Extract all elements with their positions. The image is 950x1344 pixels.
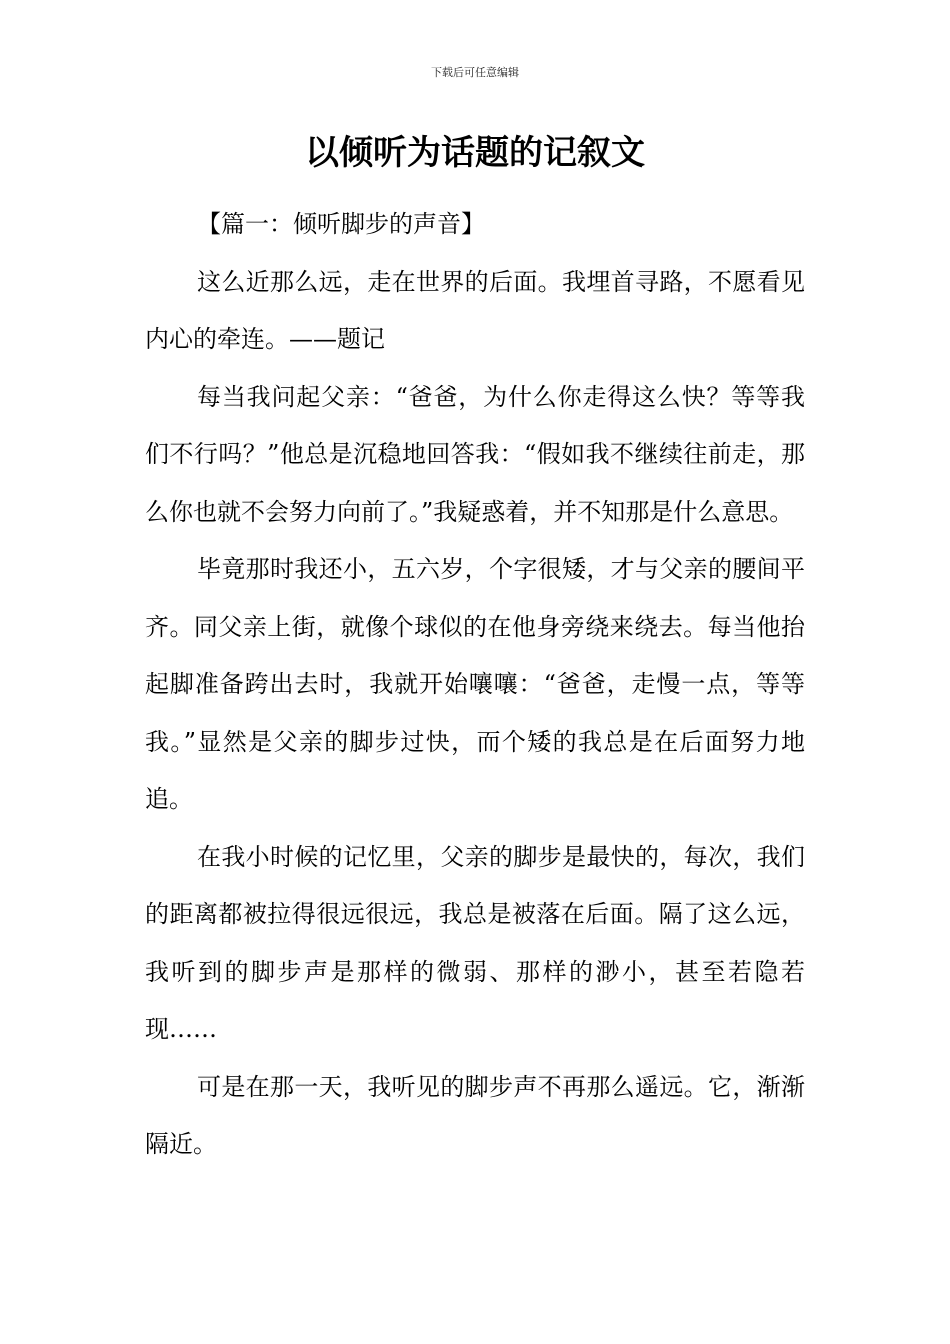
paragraph: 这么近那么远，走在世界的后面。我埋首寻路，不愿看见内心的牵连。——题记 — [145, 267, 805, 353]
header-note: 下载后可任意编辑 — [431, 66, 519, 79]
document-body — [145, 196, 805, 1174]
paragraph: 每当我问起父亲：“爸爸，为什么你走得这么快？等等我们不行吗？”他总是沉稳地回答我：“假如我不继续往前走，那么你也就不会努力向前了。”我疑惑着，并不知那是什么意思。 — [145, 382, 805, 526]
paragraph: 在我小时候的记忆里，父亲的脚步是最快的，每次，我们的距离都被拉得很远很远，我总是被落在后面。隔了这么远，我听到的脚步声是那样的微弱、那样的渺小，甚至若隐若现…… — [145, 842, 805, 1043]
section-heading: 【篇一：倾听脚步的声音】 — [197, 210, 485, 238]
paragraph: 可是在那一天，我听见的脚步声不再那么遥远。它，渐渐隔近。 — [145, 1072, 805, 1158]
document-title: 以倾听为话题的记叙文 — [305, 133, 645, 173]
paragraph: 毕竟那时我还小，五六岁，个字很矮，才与父亲的腰间平齐。同父亲上街，就像个球似的在他身旁绕来绕去。每当他抬起脚准备跨出去时，我就开始嚷嚷：“爸爸，走慢一点，等等我。”显然是父亲的脚步过快，而个矮的我总是在后面努力地追。 — [145, 555, 805, 813]
